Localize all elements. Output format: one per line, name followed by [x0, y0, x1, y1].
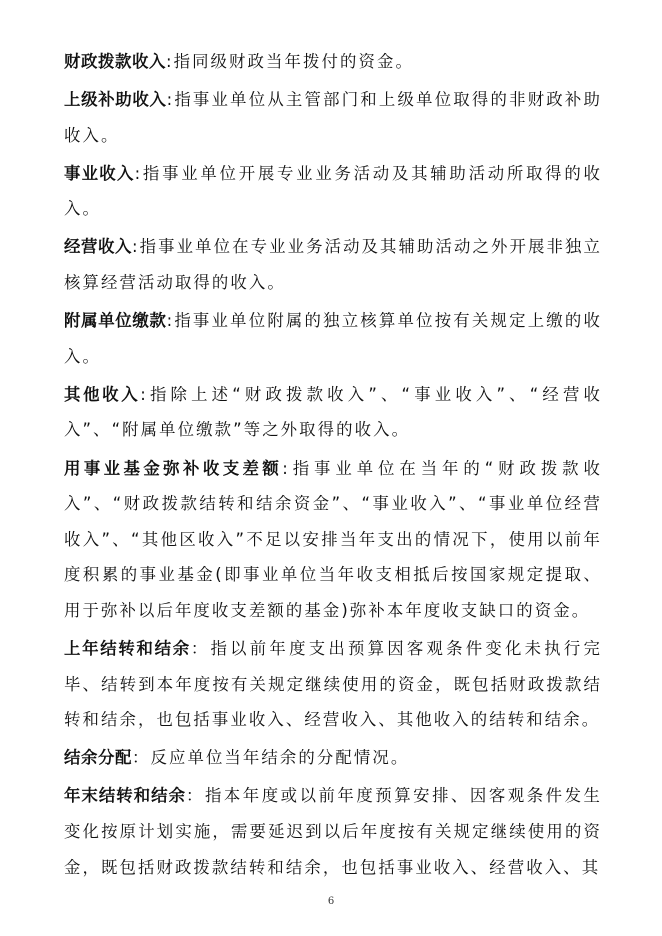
entry-paragraph: [64, 44, 602, 80]
entry-separator: :: [165, 52, 174, 71]
entry-separator: ：: [131, 748, 151, 768]
entry-paragraph: [64, 303, 602, 374]
entry-definition: 反应单位当年结余的分配情况。: [150, 748, 410, 768]
entry-paragraph: [64, 778, 602, 885]
entry-separator: :: [166, 90, 175, 110]
entry-separator: ：: [186, 786, 205, 806]
entry-paragraph: [64, 156, 602, 227]
glossary-entry-business-income: [64, 156, 602, 227]
entry-term: 上级补助收入: [64, 90, 167, 110]
entry-definition: 指以前年度支出预算因客观条件变化未执行完毕、结转到本年度按有关规定继续使用的资金，既包括财政拨款结转和结余，也包括事业收入、经营收入、其他收入的结转和结余。: [64, 639, 602, 730]
entry-definition: 指事业单位从主管部门和上级单位取得的非财政补助收入。: [64, 90, 602, 145]
glossary-entry-fiscal-appropriation-income: [64, 44, 602, 80]
glossary-entry-surplus-distribution: [64, 740, 602, 776]
glossary-entry-year-end-carryover: [64, 778, 602, 885]
entry-paragraph: [64, 377, 602, 448]
entry-term: 附属单位缴款: [64, 311, 167, 331]
entry-definition: 指本年度或以前年度预算安排、因客观条件发生变化按原计划实施，需要延迟到以后年度按有关规定继续使用的资金，既包括财政拨款结转和结余，也包括事业收入、经营收入、其: [64, 786, 602, 877]
page-number: 6: [327, 896, 335, 907]
entry-term: 财政拨款收入: [64, 52, 166, 71]
glossary-entry-other-income: [64, 377, 602, 448]
entry-term: 其他收入: [64, 384, 141, 404]
entry-paragraph: [64, 229, 602, 300]
glossary-entry-affiliated-unit-payments: [64, 303, 602, 374]
entry-definition: 指事业单位开展专业业务活动及其辅助活动所取得的收入。: [64, 163, 602, 219]
entry-definition: 指事业单位附属的独立核算单位按有关规定上缴的收入。: [64, 311, 602, 366]
entry-separator: :: [140, 384, 148, 404]
document-body: [64, 44, 602, 888]
entry-definition: 指事业单位在专业业务活动及其辅助活动之外开展非独立核算经营活动取得的收入。: [64, 237, 602, 293]
entry-term: 年末结转和结余: [64, 786, 186, 806]
glossary-entry-superior-subsidy-income: [64, 82, 602, 153]
entry-term: 事业收入: [64, 163, 135, 183]
entry-paragraph: [64, 82, 602, 153]
entry-paragraph: [64, 631, 602, 738]
entry-term: 上年结转和结余: [64, 639, 191, 658]
entry-separator: ：: [190, 639, 211, 658]
entry-definition: 指事业单位在当年的“财政拨款收入”、“财政拨款结转和结余资金”、“事业收入”、“事业单位经营收入”、“其他区收入”不足以安排当年支出的情况下，使用以前年度积累的事业基金(即事业单位当年收支相抵后按国家规定提取、用于弥补以后年度收支差额的基金)弥补本年度收支缺口的资金。: [64, 458, 602, 620]
entry-definition: 指除上述“财政拨款收入”、“事业收入”、“经营收入”、“附属单位缴款”等之外取得的收入。: [64, 384, 603, 440]
entry-paragraph: [64, 451, 602, 629]
entry-separator: :: [166, 311, 175, 331]
entry-definition: 指同级财政当年拨付的资金。: [173, 52, 414, 71]
entry-separator: :: [134, 163, 143, 183]
glossary-entry-operating-income: [64, 229, 602, 300]
glossary-entry-prior-year-carryover: [64, 631, 602, 738]
glossary-entry-business-fund-offset: [64, 451, 602, 629]
entry-term: 结余分配: [64, 748, 132, 768]
entry-paragraph: [64, 740, 602, 776]
entry-term: 用事业基金弥补收支差额: [64, 458, 283, 478]
entry-separator: :: [282, 458, 290, 478]
entry-separator: :: [131, 237, 140, 257]
entry-term: 经营收入: [64, 237, 132, 257]
